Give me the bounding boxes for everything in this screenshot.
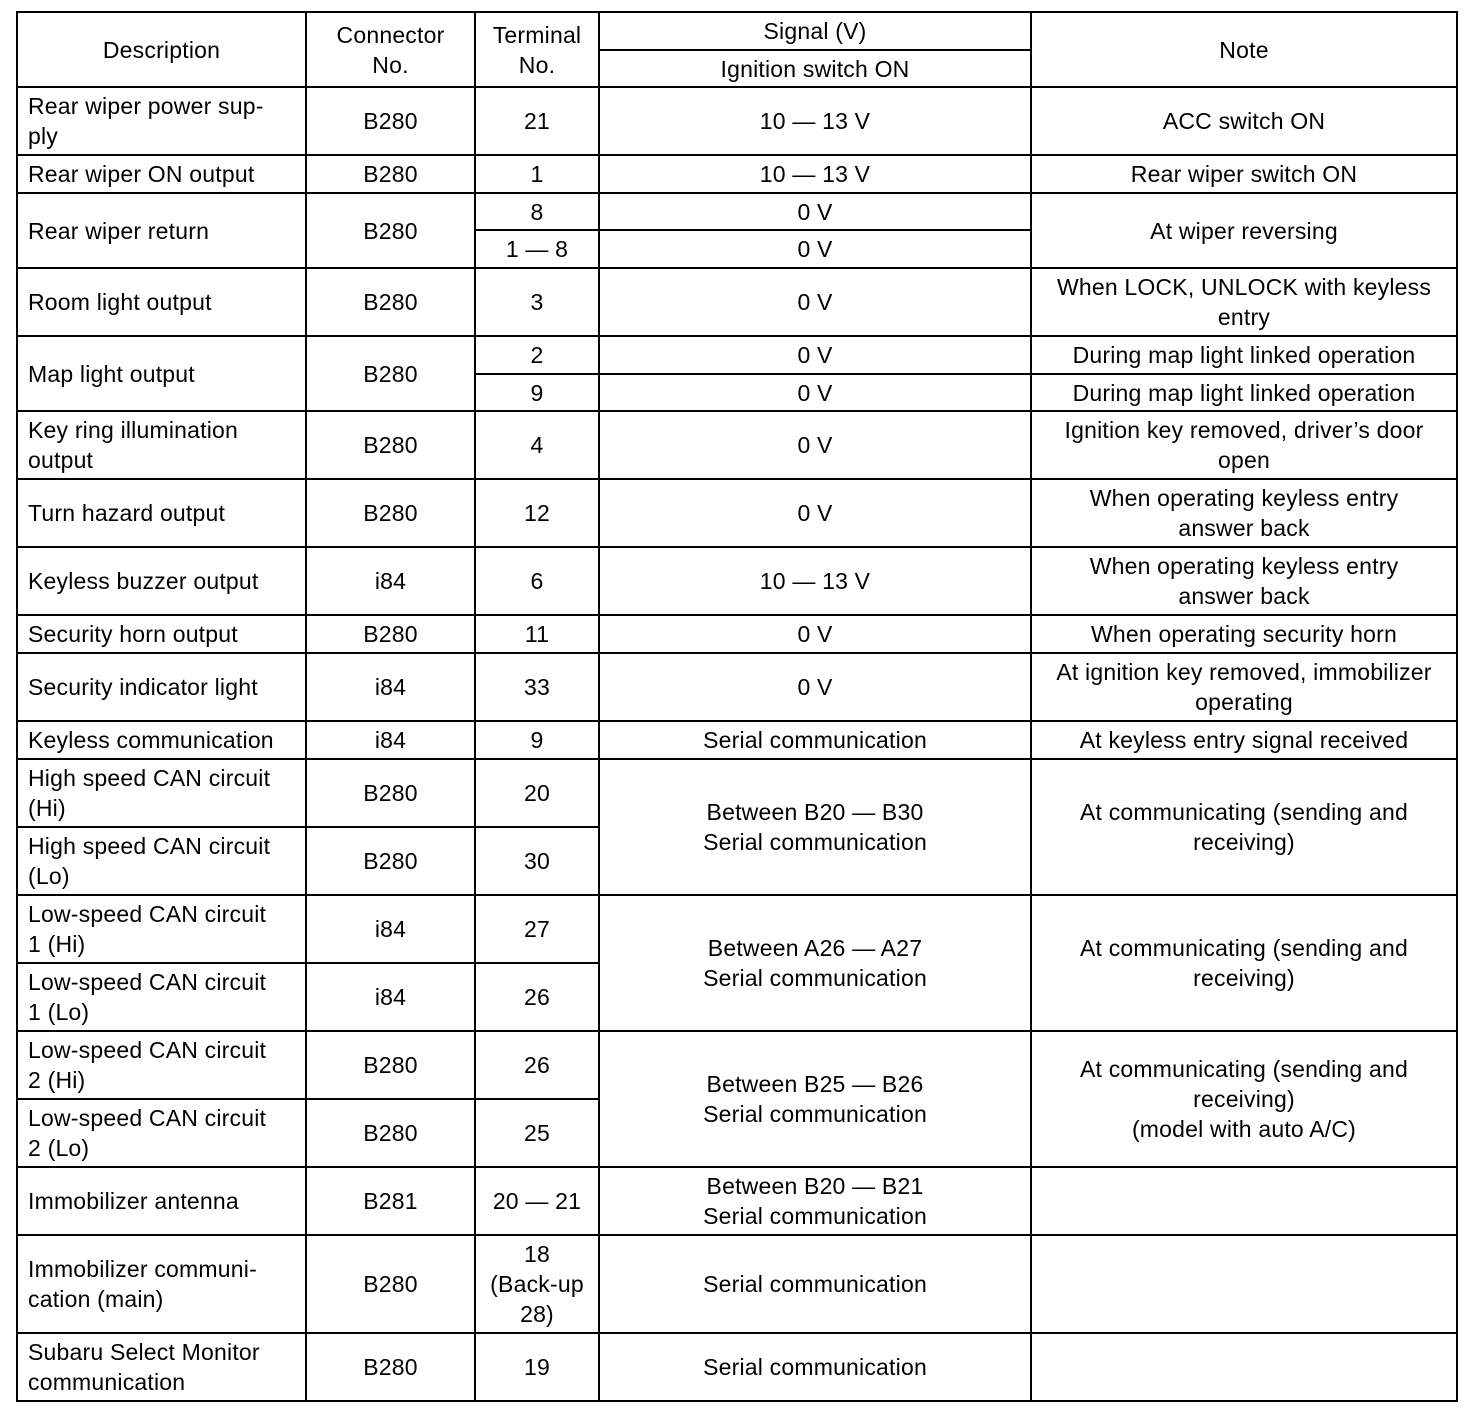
description-cell: High speed CAN circuit (Hi) [17, 759, 306, 827]
table-row [17, 479, 1457, 547]
connector-cell: B280 [306, 1031, 475, 1099]
description-cell: Rear wiper ON output [17, 155, 306, 193]
terminal-cell: 26 [475, 963, 599, 1031]
signal-spec-table [16, 11, 1458, 1402]
note-cell: Ignition key removed, driver’s door open [1031, 411, 1457, 479]
terminal-cell: 21 [475, 87, 599, 155]
description-cell: Immobilizer communi- cation (main) [17, 1235, 306, 1333]
note-cell: At communicating (sending and receiving) (model with auto A/C) [1031, 1031, 1457, 1167]
connector-cell: B280 [306, 827, 475, 895]
connector-cell: B280 [306, 759, 475, 827]
connector-cell: B280 [306, 1099, 475, 1167]
terminal-cell: 33 [475, 653, 599, 721]
signal-cell: Between B25 — B26 Serial communication [599, 1031, 1031, 1167]
terminal-cell: 12 [475, 479, 599, 547]
terminal-cell: 9 [475, 374, 599, 411]
description-cell: Immobilizer antenna [17, 1167, 306, 1235]
note-cell: Rear wiper switch ON [1031, 155, 1457, 193]
note-cell [1031, 1235, 1457, 1333]
signal-cell: 0 V [599, 479, 1031, 547]
header-signal: Signal (V) [599, 12, 1031, 50]
signal-cell: 0 V [599, 374, 1031, 411]
connector-cell: B280 [306, 479, 475, 547]
table-row [17, 895, 1457, 963]
connector-cell: i84 [306, 547, 475, 615]
description-cell: Subaru Select Monitor communication [17, 1333, 306, 1401]
header-connector: Connector No. [306, 12, 475, 87]
connector-cell: B280 [306, 411, 475, 479]
signal-cell: 0 V [599, 268, 1031, 336]
signal-cell: 0 V [599, 230, 1031, 268]
table-row [17, 411, 1457, 479]
note-cell: At communicating (sending and receiving) [1031, 895, 1457, 1031]
connector-cell: B280 [306, 155, 475, 193]
note-cell: When LOCK, UNLOCK with keyless entry [1031, 268, 1457, 336]
connector-cell: B280 [306, 336, 475, 411]
table-row [17, 721, 1457, 759]
note-cell: ACC switch ON [1031, 87, 1457, 155]
terminal-cell: 20 [475, 759, 599, 827]
table-row [17, 1333, 1457, 1401]
description-cell: Room light output [17, 268, 306, 336]
header-note: Note [1031, 12, 1457, 87]
description-cell: Security horn output [17, 615, 306, 653]
terminal-cell: 8 [475, 193, 599, 230]
connector-cell: i84 [306, 721, 475, 759]
table-row [17, 1167, 1457, 1235]
header-terminal: Terminal No. [475, 12, 599, 87]
signal-cell: 0 V [599, 336, 1031, 374]
note-cell: At ignition key removed, immobilizer operating [1031, 653, 1457, 721]
connector-cell: i84 [306, 653, 475, 721]
description-cell: Low-speed CAN circuit 2 (Lo) [17, 1099, 306, 1167]
terminal-cell: 6 [475, 547, 599, 615]
description-cell: High speed CAN circuit (Lo) [17, 827, 306, 895]
terminal-cell: 25 [475, 1099, 599, 1167]
signal-cell: 0 V [599, 193, 1031, 230]
connector-cell: B280 [306, 87, 475, 155]
terminal-cell: 4 [475, 411, 599, 479]
description-cell: Keyless buzzer output [17, 547, 306, 615]
table-row [17, 547, 1457, 615]
description-cell: Rear wiper return [17, 193, 306, 268]
terminal-cell: 18 (Back-up 28) [475, 1235, 599, 1333]
terminal-cell: 2 [475, 336, 599, 374]
signal-cell: 10 — 13 V [599, 155, 1031, 193]
note-cell: During map light linked operation [1031, 374, 1457, 411]
connector-cell: B280 [306, 1333, 475, 1401]
description-cell: Low-speed CAN circuit 2 (Hi) [17, 1031, 306, 1099]
connector-cell: B280 [306, 193, 475, 268]
connector-cell: i84 [306, 895, 475, 963]
signal-cell: Serial communication [599, 1333, 1031, 1401]
terminal-cell: 1 [475, 155, 599, 193]
terminal-cell: 26 [475, 1031, 599, 1099]
note-cell: At communicating (sending and receiving) [1031, 759, 1457, 895]
table-row [17, 1031, 1457, 1099]
note-cell: When operating keyless entry answer back [1031, 547, 1457, 615]
table-row [17, 615, 1457, 653]
signal-cell: 0 V [599, 615, 1031, 653]
signal-cell: Between A26 — A27 Serial communication [599, 895, 1031, 1031]
note-cell: When operating security horn [1031, 615, 1457, 653]
signal-cell: 10 — 13 V [599, 547, 1031, 615]
note-cell: At keyless entry signal received [1031, 721, 1457, 759]
signal-cell: 10 — 13 V [599, 87, 1031, 155]
note-cell: At wiper reversing [1031, 193, 1457, 268]
note-cell [1031, 1167, 1457, 1235]
description-cell: Map light output [17, 336, 306, 411]
terminal-cell: 30 [475, 827, 599, 895]
note-cell: When operating keyless entry answer back [1031, 479, 1457, 547]
connector-cell: B281 [306, 1167, 475, 1235]
description-cell: Security indicator light [17, 653, 306, 721]
signal-cell: 0 V [599, 411, 1031, 479]
table-row [17, 653, 1457, 721]
table-row [17, 336, 1457, 374]
signal-cell: Serial communication [599, 1235, 1031, 1333]
terminal-cell: 3 [475, 268, 599, 336]
connector-cell: B280 [306, 268, 475, 336]
table-row [17, 87, 1457, 155]
connector-cell: i84 [306, 963, 475, 1031]
description-cell: Rear wiper power sup- ply [17, 87, 306, 155]
header-signal-condition: Ignition switch ON [599, 50, 1031, 87]
terminal-cell: 20 — 21 [475, 1167, 599, 1235]
table-row [17, 759, 1457, 827]
description-cell: Keyless communication [17, 721, 306, 759]
signal-cell: Serial communication [599, 721, 1031, 759]
table-row [17, 1235, 1457, 1333]
terminal-cell: 27 [475, 895, 599, 963]
terminal-cell: 11 [475, 615, 599, 653]
description-cell: Turn hazard output [17, 479, 306, 547]
connector-cell: B280 [306, 615, 475, 653]
header-description: Description [17, 12, 306, 87]
description-cell: Low-speed CAN circuit 1 (Hi) [17, 895, 306, 963]
terminal-cell: 9 [475, 721, 599, 759]
signal-cell: Between B20 — B30 Serial communication [599, 759, 1031, 895]
terminal-cell: 1 — 8 [475, 230, 599, 268]
note-cell: During map light linked operation [1031, 336, 1457, 374]
note-cell [1031, 1333, 1457, 1401]
description-cell: Key ring illumination output [17, 411, 306, 479]
table-row [17, 193, 1457, 230]
connector-cell: B280 [306, 1235, 475, 1333]
table-row [17, 155, 1457, 193]
signal-cell: 0 V [599, 653, 1031, 721]
table-row [17, 268, 1457, 336]
description-cell: Low-speed CAN circuit 1 (Lo) [17, 963, 306, 1031]
signal-cell: Between B20 — B21 Serial communication [599, 1167, 1031, 1235]
terminal-cell: 19 [475, 1333, 599, 1401]
